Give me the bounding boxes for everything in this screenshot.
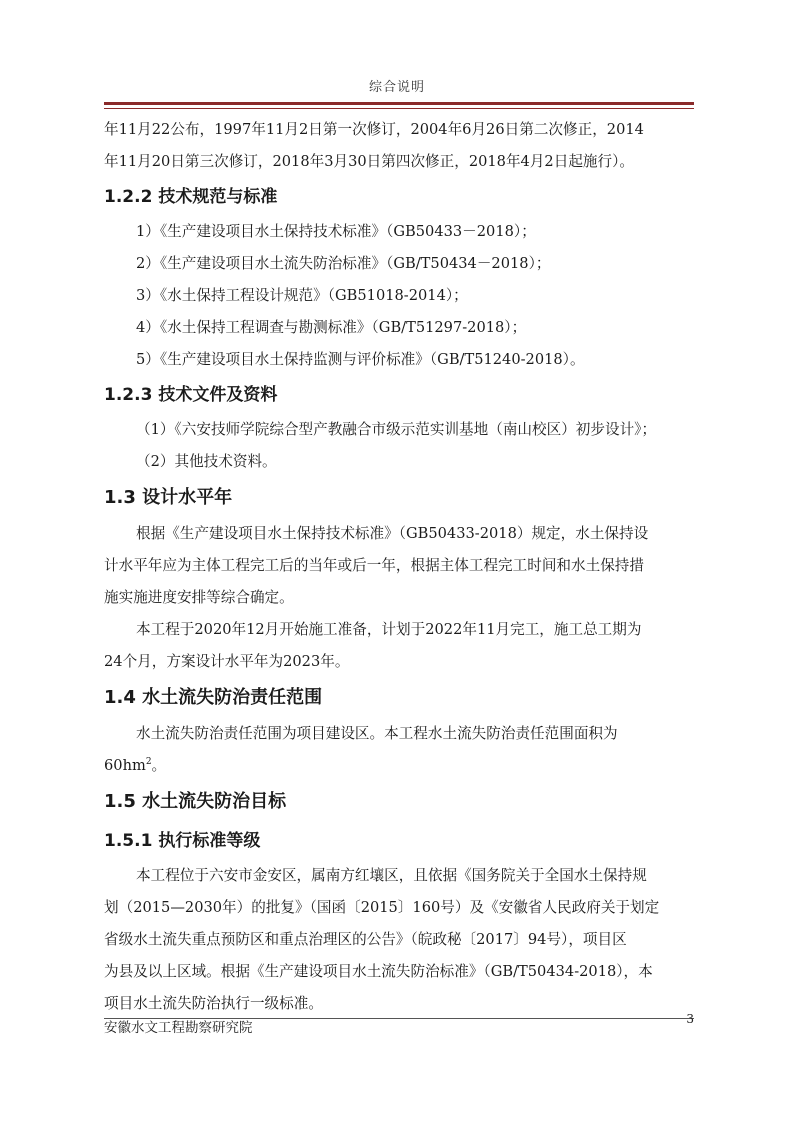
footer-organization: 安徽水文工程勘察研究院 — [104, 1020, 253, 1036]
area-value: 60hm — [104, 757, 146, 774]
area-line-end: 。 — [151, 757, 167, 774]
header-rule-thin — [104, 108, 694, 109]
page-number: 3 — [686, 1012, 694, 1026]
heading-1-2-2: 1.2.2 技术规范与标准 — [104, 187, 278, 207]
para-1-5-1-line-4: 为县及以上区域。根据《生产建设项目水土流失防治标准》（GB/T50434-2018），本 — [104, 963, 653, 980]
heading-1-2-3: 1.2.3 技术文件及资料 — [104, 385, 278, 405]
document-body — [104, 114, 694, 1020]
header-rule-thick — [104, 102, 694, 105]
para-1-3-a-line-2: 计水平年应为主体工程完工后的当年或后一年，根据主体工程完工时间和水土保持措 — [104, 557, 644, 574]
heading-1-3: 1.3 设计水平年 — [104, 487, 233, 508]
para-1-4-line-1: 水土流失防治责任范围为项目建设区。本工程水土流失防治责任范围面积为 — [136, 725, 618, 742]
standard-item-1: 1）《生产建设项目水土保持技术标准》（GB50433－2018）； — [136, 223, 536, 240]
para-1-5-1-line-3: 省级水土流失重点预防区和重点治理区的公告》（皖政秘〔2017〕94号），项目区 — [104, 931, 627, 948]
para-1-4-line-2 — [104, 750, 694, 782]
running-header: 综合说明 — [368, 80, 425, 95]
standard-item-3: 3）《水土保持工程设计规范》（GB51018-2014）； — [136, 287, 468, 304]
standard-item-5: 5）《生产建设项目水土保持监测与评价标准》（GB/T51240-2018）。 — [136, 351, 585, 368]
para-1-5-1-line-1: 本工程位于六安市金安区，属南方红壤区，且依据《国务院关于全国水土保持规 — [136, 867, 647, 884]
intro-line-2: 年11月20日第三次修订，2018年3月30日第四次修正，2018年4月2日起施行）。 — [104, 153, 634, 170]
doc-item-1: （1）《六安技师学院综合型产教融合市级示范实训基地（南山校区）初步设计》； — [136, 421, 657, 438]
standard-item-4: 4）《水土保持工程调查与勘测标准》（GB/T51297-2018）； — [136, 319, 527, 336]
heading-1-5: 1.5 水土流失防治目标 — [104, 791, 287, 812]
area-unit-superscript: 2 — [145, 757, 152, 768]
para-1-3-b-line-1: 本工程于2020年12月开始施工准备，计划于2022年11月完工，施工总工期为 — [136, 621, 642, 638]
para-1-5-1-line-2: 划（2015—2030年）的批复》（国函〔2015〕160号）及《安徽省人民政府关于划定 — [104, 899, 660, 916]
para-1-3-a-line-3: 施实施进度安排等综合确定。 — [104, 589, 294, 606]
heading-1-4: 1.4 水土流失防治责任范围 — [104, 687, 323, 708]
para-1-3-a-line-1: 根据《生产建设项目水土保持技术标准》（GB50433-2018）规定，水土保持设 — [136, 525, 649, 542]
heading-1-5-1: 1.5.1 执行标准等级 — [104, 831, 261, 851]
para-1-5-1-line-5: 项目水土流失防治执行一级标准。 — [104, 995, 323, 1012]
doc-item-2: （2）其他技术资料。 — [136, 453, 277, 470]
intro-line-1: 年11月22公布，1997年11月2日第一次修订，2004年6月26日第二次修正，2014 — [104, 121, 644, 138]
standard-item-2: 2）《生产建设项目水土流失防治标准》（GB/T50434－2018）； — [136, 255, 551, 272]
para-1-3-b-line-2: 24个月，方案设计水平年为2023年。 — [104, 653, 350, 670]
